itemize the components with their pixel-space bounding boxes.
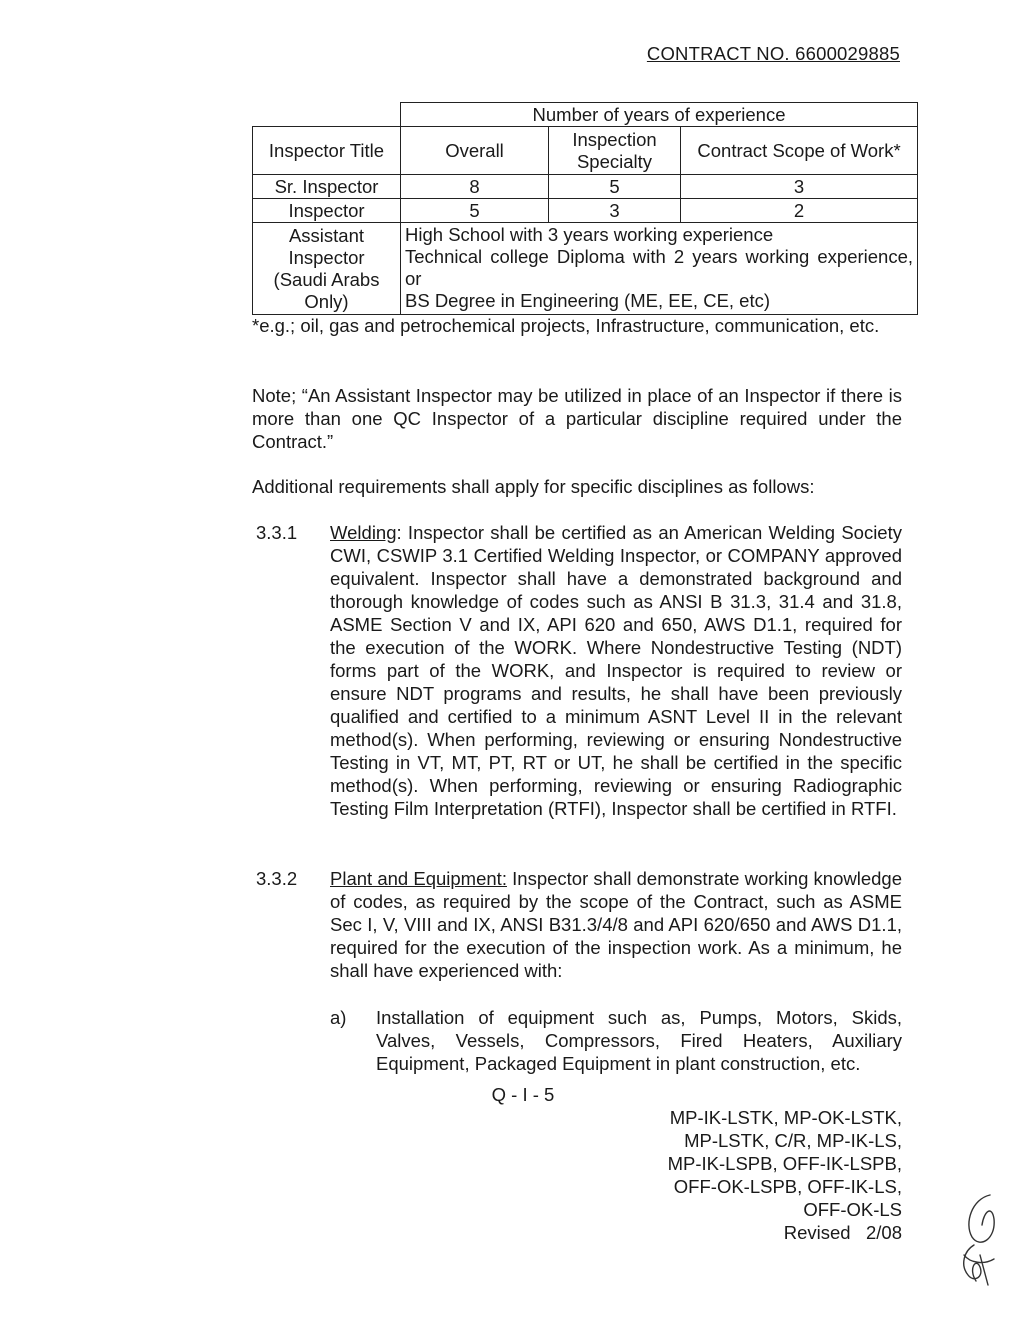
row-specialty: 5 xyxy=(549,175,681,199)
revised-date: 2/08 xyxy=(865,1222,902,1243)
revision-line xyxy=(668,1221,902,1244)
assistant-title: Assistant Inspector (Saudi Arabs Only) xyxy=(253,223,401,315)
row-overall: 8 xyxy=(401,175,549,199)
code-line: MP-IK-LSPB, OFF-IK-LSPB, xyxy=(667,1153,902,1174)
column-header-scope: Contract Scope of Work* xyxy=(681,127,918,175)
additional-requirements-intro: Additional requirements shall apply for specific disciplines as follows: xyxy=(252,476,815,497)
requirement-line-1: High School with 3 years working experience xyxy=(405,224,774,245)
section-heading-suffix: : xyxy=(396,522,402,543)
column-header-overall: Overall xyxy=(401,127,549,175)
experience-group-header: Number of years of experience xyxy=(401,103,918,127)
requirement-line-2: Technical college Diploma with 2 years working experience, or xyxy=(405,246,914,289)
revised-label: Revised xyxy=(783,1222,851,1243)
note-paragraph: Note; “An Assistant Inspector may be utilized in place of an Inspector if there is more than one QC Inspector of a particular discipline required under the Contract.” xyxy=(252,385,902,452)
sub-item-text: Installation of equipment such as, Pumps, Motors, Skids, Valves, Vessels, Compressors, Fired Heaters, Auxiliary Equipment, Packaged Equipment in plant construction, etc. xyxy=(376,1007,902,1074)
assistant-row xyxy=(253,223,918,315)
section-text: Inspector shall be certified as an American Welding Society CWI, CSWIP 3.1 Certified Welding Inspector, or COMPANY approved equivalent. Inspector shall have a demonstrated background and thorough knowledge of codes such as ANSI B 31.3, 31.4 and 31.8, ASME Section V and IX, API 620 and 650, AWS D1.1, required for the execution of the WORK. Where Nondestructive Testing (NDT) forms part of the WORK, and Inspector is required to review or ensure NDT programs and results, he shall have been previously qualified and certified to a minimum ASNT Level II in the relevant method(s). When performing, reviewing or ensuring Nondestructive Testing in VT, MT, PT, RT or UT, he shall be certified in the specific method(s). When performing, reviewing or ensuring Radiographic Testing Film Interpretation (RTFI), Inspector shall be certified in RTFI. xyxy=(330,522,902,819)
section-welding xyxy=(330,521,902,820)
section-text: Inspector shall demonstrate working knowledge of codes, as required by the scope of the Contract, such as ASME Sec I, V, VIII and IX, ANSI B31.3/4/8 and API 620/650 and AWS D1.1, required for the execution of the inspection work. As a minimum, he shall have experienced with: xyxy=(330,868,902,981)
row-title: Sr. Inspector xyxy=(253,175,401,199)
code-line: MP-LSTK, C/R, MP-IK-LS, xyxy=(684,1130,902,1151)
table-row xyxy=(253,175,918,199)
section-number: 3.3.1 xyxy=(256,522,298,543)
row-title: Inspector xyxy=(253,199,401,223)
assistant-requirements xyxy=(401,223,918,315)
experience-table xyxy=(252,102,918,315)
table-footnote: *e.g.; oil, gas and petrochemical projects, Infrastructure, communication, etc. xyxy=(252,315,880,336)
row-scope: 3 xyxy=(681,175,918,199)
contract-number: CONTRACT NO. 6600029885 xyxy=(646,43,900,64)
requirement-line-3: BS Degree in Engineering (ME, EE, CE, etc) xyxy=(405,290,771,311)
section-heading: Welding xyxy=(330,522,397,543)
code-line: OFF-OK-LSPB, OFF-IK-LS, xyxy=(673,1176,902,1197)
table-group-header-row xyxy=(253,103,918,127)
column-header-specialty: Inspection Specialty xyxy=(549,127,681,175)
section-heading: Plant and Equipment: xyxy=(330,868,507,889)
code-line: MP-IK-LSTK, MP-OK-LSTK, xyxy=(669,1107,902,1128)
section-plant-equipment xyxy=(330,867,902,982)
page-number: Q - I - 5 xyxy=(491,1084,555,1105)
handwritten-initials-signature xyxy=(950,1185,1010,1290)
column-header-title: Inspector Title xyxy=(253,127,401,175)
sub-item-label: a) xyxy=(330,1007,347,1028)
row-specialty: 3 xyxy=(549,199,681,223)
row-scope: 2 xyxy=(681,199,918,223)
table-corner-blank xyxy=(253,103,401,127)
row-overall: 5 xyxy=(401,199,549,223)
section-number: 3.3.2 xyxy=(256,868,298,889)
code-line: OFF-OK-LS xyxy=(803,1199,902,1220)
table-header-row xyxy=(253,127,918,175)
document-codes xyxy=(668,1106,902,1244)
table-row xyxy=(253,199,918,223)
